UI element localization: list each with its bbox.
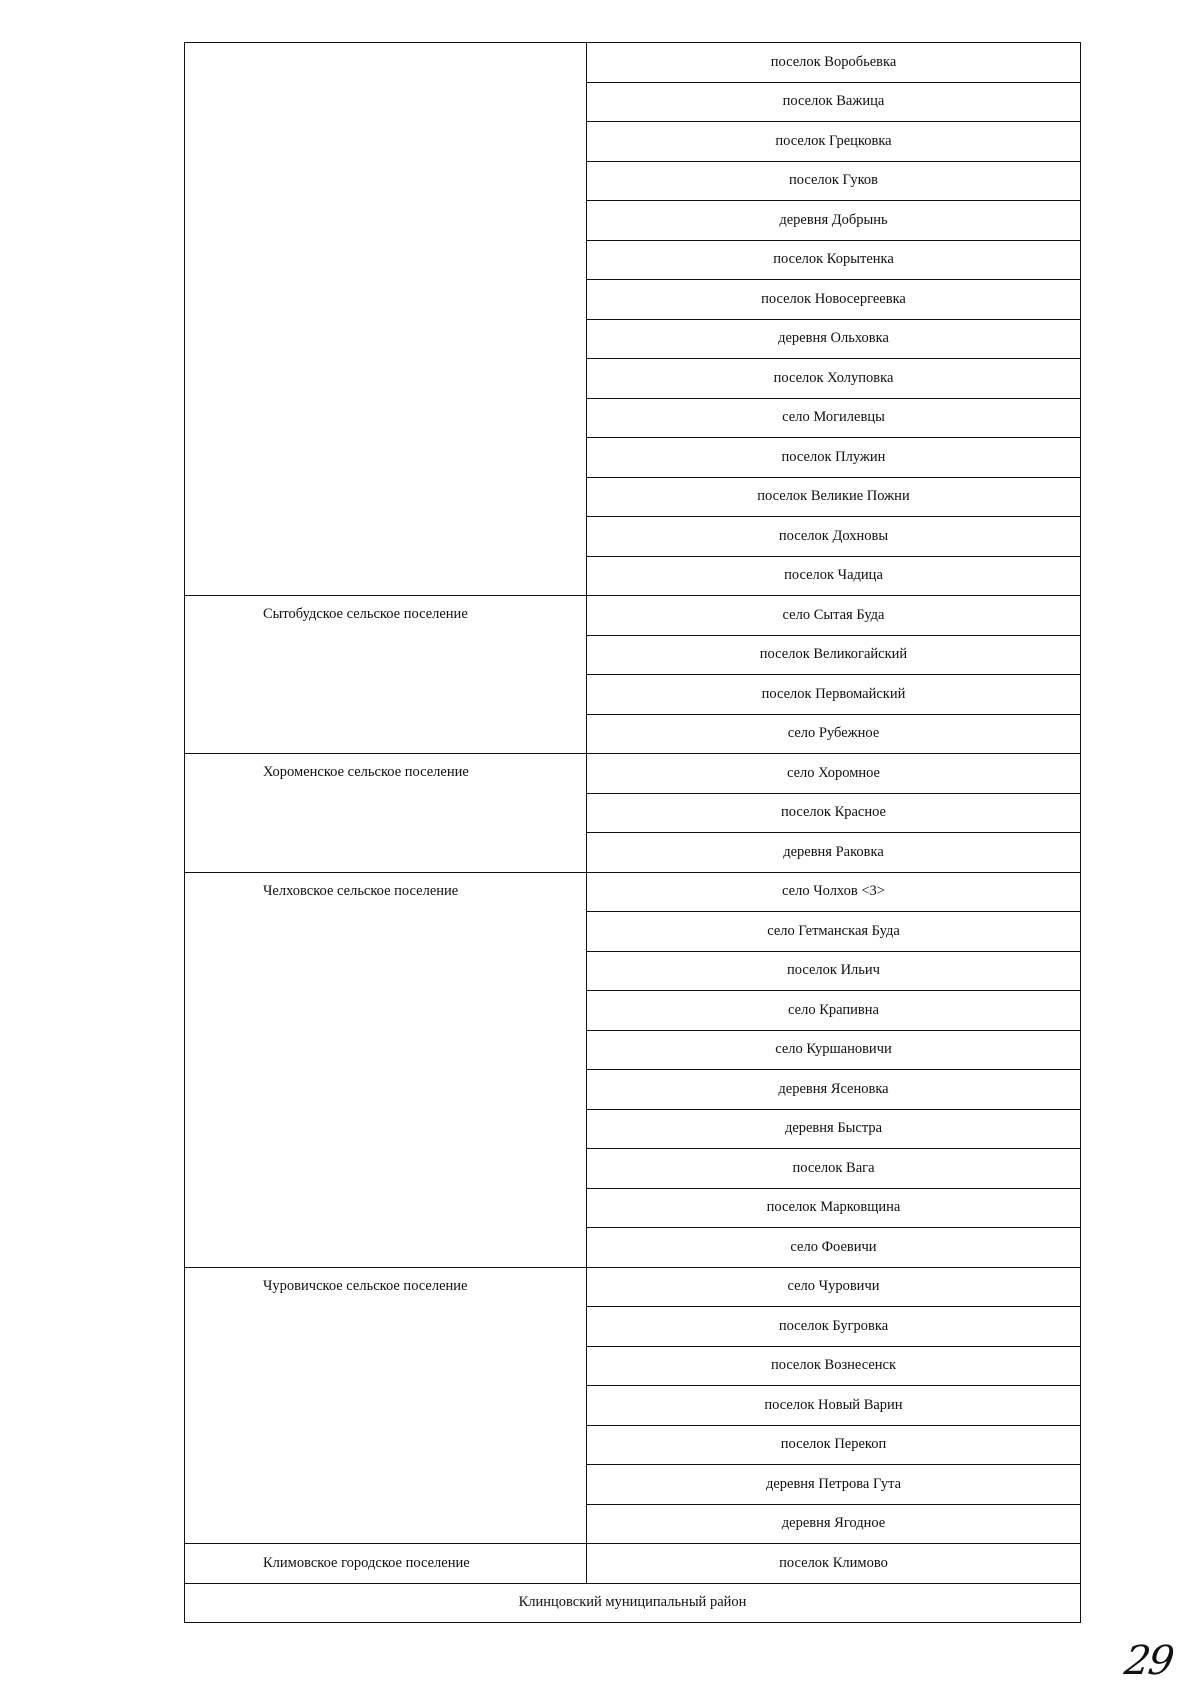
settlement-cell: поселок Гуков bbox=[587, 161, 1081, 201]
settlement-cell: деревня Петрова Гута bbox=[587, 1465, 1081, 1505]
settlement-cell: деревня Ягодное bbox=[587, 1504, 1081, 1544]
settlement-cell: село Могилевцы bbox=[587, 398, 1081, 438]
settlement-cell: поселок Чадица bbox=[587, 556, 1081, 596]
settlement-cell: село Куршановичи bbox=[587, 1030, 1081, 1070]
table-row bbox=[185, 596, 1081, 636]
municipality-cell: Сытобудское сельское поселение bbox=[185, 596, 587, 754]
settlement-cell: поселок Климово bbox=[587, 1544, 1081, 1584]
settlement-cell: село Сытая Буда bbox=[587, 596, 1081, 636]
settlement-cell: поселок Великие Пожни bbox=[587, 477, 1081, 517]
table-row bbox=[185, 754, 1081, 794]
table-row bbox=[185, 872, 1081, 912]
settlement-cell: поселок Красное bbox=[587, 793, 1081, 833]
district-row bbox=[185, 1583, 1081, 1622]
settlement-cell: село Рубежное bbox=[587, 714, 1081, 754]
table-row bbox=[185, 1267, 1081, 1307]
settlement-cell: село Фоевичи bbox=[587, 1228, 1081, 1268]
settlement-cell: поселок Марковщина bbox=[587, 1188, 1081, 1228]
settlement-cell: поселок Перекоп bbox=[587, 1425, 1081, 1465]
municipality-cell: Чуровичское сельское поселение bbox=[185, 1267, 587, 1544]
table-row bbox=[185, 1544, 1081, 1584]
settlement-cell: поселок Ильич bbox=[587, 951, 1081, 991]
settlement-cell: поселок Бугровка bbox=[587, 1307, 1081, 1347]
settlement-cell: деревня Быстра bbox=[587, 1109, 1081, 1149]
settlement-cell: поселок Первомайский bbox=[587, 675, 1081, 715]
settlement-cell: поселок Важица bbox=[587, 82, 1081, 122]
settlement-cell: поселок Вознесенск bbox=[587, 1346, 1081, 1386]
municipality-cell: Климовское городское поселение bbox=[185, 1544, 587, 1584]
settlement-cell: деревня Ольховка bbox=[587, 319, 1081, 359]
settlement-cell: поселок Воробьевка bbox=[587, 43, 1081, 83]
settlement-cell: поселок Дохновы bbox=[587, 517, 1081, 557]
settlement-cell: поселок Плужин bbox=[587, 438, 1081, 478]
settlement-cell: поселок Корытенка bbox=[587, 240, 1081, 280]
district-name-cell: Клинцовский муниципальный район bbox=[185, 1583, 1081, 1622]
settlement-cell: село Чолхов <3> bbox=[587, 872, 1081, 912]
municipality-cell bbox=[185, 43, 587, 596]
settlement-cell: поселок Великогайский bbox=[587, 635, 1081, 675]
handwritten-page-number: 29 bbox=[1121, 1638, 1176, 1684]
settlement-cell: поселок Новосергеевка bbox=[587, 280, 1081, 320]
table-row bbox=[185, 43, 1081, 83]
settlement-cell: село Чуровичи bbox=[587, 1267, 1081, 1307]
settlement-cell: поселок Вага bbox=[587, 1149, 1081, 1189]
settlement-cell: село Крапивна bbox=[587, 991, 1081, 1031]
settlement-cell: поселок Холуповка bbox=[587, 359, 1081, 399]
settlement-cell: поселок Новый Варин bbox=[587, 1386, 1081, 1426]
settlement-cell: деревня Раковка bbox=[587, 833, 1081, 873]
settlements-table-body bbox=[185, 43, 1081, 1623]
settlement-cell: деревня Добрынь bbox=[587, 201, 1081, 241]
municipality-cell: Хороменское сельское поселение bbox=[185, 754, 587, 873]
settlement-cell: поселок Грецковка bbox=[587, 122, 1081, 162]
municipality-cell: Челховское сельское поселение bbox=[185, 872, 587, 1267]
settlement-cell: деревня Ясеновка bbox=[587, 1070, 1081, 1110]
settlement-cell: село Хоромное bbox=[587, 754, 1081, 794]
settlement-cell: село Гетманская Буда bbox=[587, 912, 1081, 952]
settlements-table bbox=[184, 42, 1081, 1623]
